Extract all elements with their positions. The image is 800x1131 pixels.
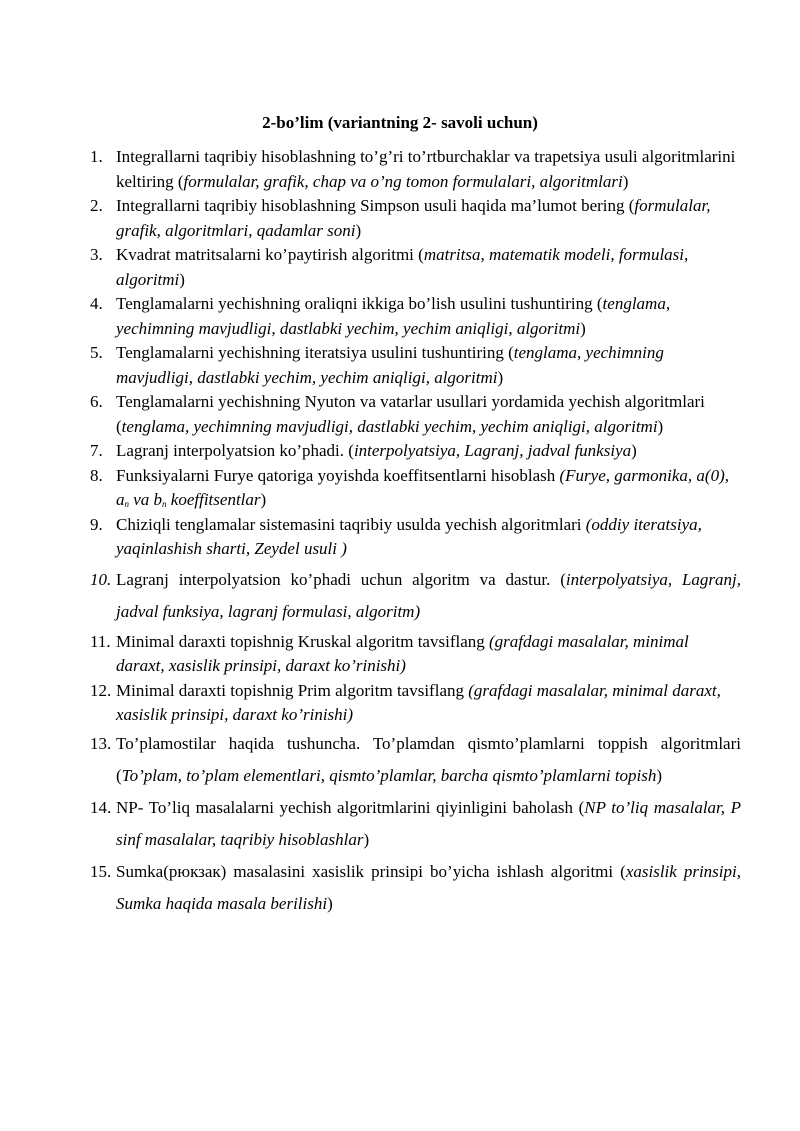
item-close: ) <box>179 269 185 289</box>
item-text: Minimal daraxti topishnig Prim algoritm tavsiflang <box>116 680 469 700</box>
item-hint: tenglama, yechimning mavjudligi, dastlabki yechim, yechim aniqligi, algoritmi <box>116 343 664 387</box>
item-number: 10. <box>90 569 112 589</box>
item-hint: xasislik prinsipi, Sumka haqida masala berilishi <box>116 861 741 913</box>
item-number: 9. <box>90 514 103 534</box>
item-close: ) <box>327 893 333 913</box>
item-text: To’plamostilar haqida tushuncha. To’plamdan qismto’plamlarni toppish algoritmlari ( <box>116 733 741 785</box>
item-close: ) <box>631 441 637 460</box>
item-text: Sumka(рюкзак) masalasini xasislik prinsipi bo’yicha ishlash algoritmi ( <box>116 861 626 881</box>
list-item <box>0 564 800 628</box>
list-item <box>0 243 800 292</box>
list-item <box>0 194 800 243</box>
item-number: 14. <box>90 797 112 817</box>
item-text: Minimal daraxti topishnig Kruskal algoritm tavsiflang <box>116 631 489 651</box>
item-close: ) <box>657 416 664 436</box>
item-hint: tenglama, yechimning mavjudligi, dastlabki yechim, yechim aniqligi, algoritmi <box>116 294 671 338</box>
list-item <box>0 679 800 728</box>
item-close: ) <box>260 490 267 509</box>
item-number: 11. <box>90 631 111 651</box>
list-item <box>0 630 800 679</box>
item-hint: interpolyatsiya, Lagranj, jadval funksiya, lagranj formulasi, algoritm) <box>116 569 741 621</box>
section-title: 2-bo’lim (variantning 2- savoli uchun) <box>262 113 538 132</box>
item-text: Tenglamalarni yechishning iteratsiya usulini tushuntiring ( <box>116 343 514 362</box>
item-number: 1. <box>90 147 103 166</box>
list-item <box>0 292 800 341</box>
item-hint: (oddiy iteratsiya, yaqinlashish sharti, Zeydel usuli ) <box>116 514 702 558</box>
item-hint: (grafdagi masalalar, minimal daraxt, xasislik prinsipi, daraxt ko’rinishi) <box>116 680 721 724</box>
item-text: Chiziqli tenglamalar sistemasini taqribiy usulda yechish algoritmlari <box>116 514 586 534</box>
item-hint: formulalar, grafik, algoritmlari, qadamlar soni <box>116 196 711 240</box>
item-close: ) <box>355 220 362 240</box>
item-hint: NP to’liq masalalar, P sinf masalalar, taqribiy hisoblashlar <box>116 797 742 849</box>
item-number: 7. <box>90 441 103 460</box>
item-close: ) <box>622 171 629 191</box>
item-hint: tenglama, yechimning mavjudligi, dastlabki yechim, yechim aniqligi, algoritmi <box>121 416 658 436</box>
subscript: n <box>162 499 167 509</box>
item-text: Tenglamalarni yechishning Nyuton va vatarlar usullari yordamida yechish algoritmlari ( <box>116 392 705 436</box>
subscript: n <box>124 499 129 509</box>
item-number: 6. <box>90 392 103 411</box>
list-item <box>0 464 800 513</box>
item-number: 2. <box>90 196 103 215</box>
item-hint: To’plam, to’plam elementlari, qismto’plamlar, barcha qismto’plamlarni topish <box>121 765 657 785</box>
item-text: NP- To’liq masalalarni yechish algoritmlarini qiyinligini baholash ( <box>116 797 585 817</box>
list-item <box>0 439 800 464</box>
item-number: 3. <box>90 245 103 264</box>
hint-part: va b <box>129 490 163 509</box>
item-text: Integrallarni taqribiy hisoblashning to’g’ri to’rtburchaklar va trapetsiya usuli algoritmlarini keltiring ( <box>116 147 736 191</box>
question-list <box>0 145 800 920</box>
list-item <box>0 728 800 792</box>
hint-part: koeffitsentlar <box>166 490 261 509</box>
list-item <box>0 341 800 390</box>
item-text: Tenglamalarni yechishning oraliqni ikkiga bo’lish usulini tushuntiring ( <box>116 294 603 313</box>
item-text: Kvadrat matritsalarni ko’paytirish algoritmi ( <box>116 245 424 264</box>
item-text: Integrallarni taqribiy hisoblashning Simpson usuli haqida ma’lumot bering ( <box>116 196 635 215</box>
item-hint: interpolyatsiya, Lagranj, jadval funksiya <box>353 441 632 460</box>
list-item <box>0 145 800 194</box>
item-text: Lagranj interpolyatsion ko’phadi uchun algoritm va dastur. ( <box>116 569 566 589</box>
list-item <box>0 513 800 562</box>
item-number: 12. <box>90 680 112 700</box>
item-text: Lagranj interpolyatsion ko’phadi. ( <box>116 441 354 460</box>
item-hint: (grafdagi masalalar, minimal daraxt, xasislik prinsipi, daraxt ko’rinishi) <box>116 631 689 675</box>
item-close: ) <box>580 318 586 338</box>
item-number: 13. <box>90 733 112 753</box>
item-close: ) <box>363 829 370 849</box>
list-item <box>0 856 800 920</box>
list-item <box>0 792 800 856</box>
item-number: 15. <box>90 861 112 881</box>
item-close: ) <box>497 367 504 387</box>
item-number: 5. <box>90 343 103 362</box>
item-hint: formulalar, grafik, chap va o’ng tomon formulalari, algoritmlari <box>183 171 623 191</box>
item-number: 8. <box>90 465 103 485</box>
item-close: ) <box>656 765 663 785</box>
item-hint: matritsa, matematik modeli, formulasi, algoritmi <box>116 245 689 289</box>
item-text: Funksiyalarni Furye qatoriga yoyishda koeffitsentlarni hisoblash <box>116 465 560 485</box>
hint-part: (Furye, garmonika, a(0), a <box>116 465 730 509</box>
item-number: 4. <box>90 294 103 313</box>
list-item <box>0 390 800 439</box>
